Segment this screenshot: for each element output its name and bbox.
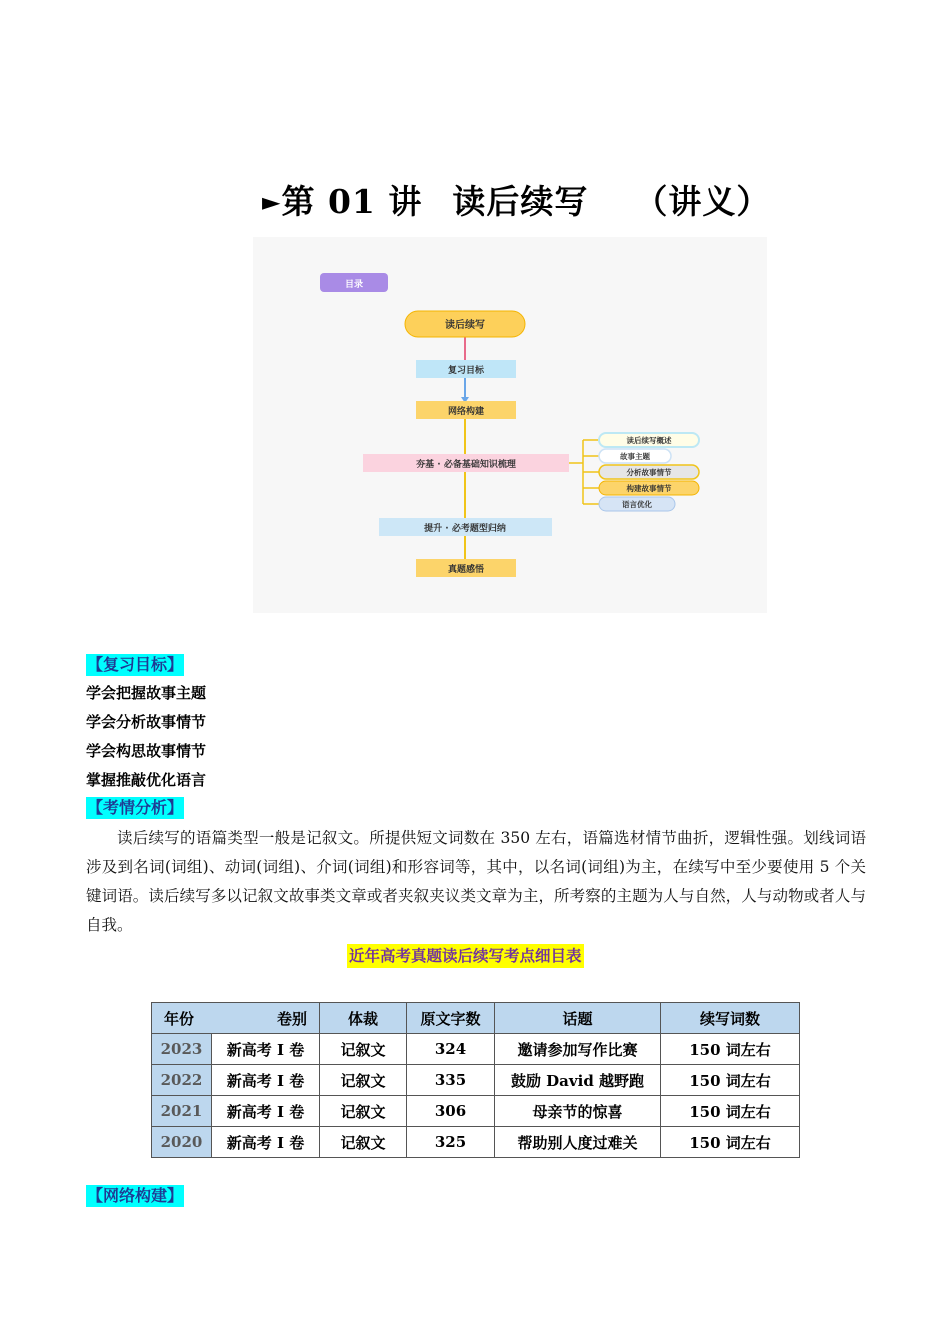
cell-continuation-words: 150 词左右 [661,1127,800,1158]
exam-analysis-paragraph: 读后续写的语篇类型一般是记叙文。所提供短文词数在 350 左右，语篇选材情节曲折，逻辑性强。划线词语涉及到名词(词组)、动词(词组)、介词(词组)和形容词等，其中，以名词(词组)为主，在续写中至少要使用 5 个关键词语。读后续写多以记叙文故事类文章或者夹叙夹议类文章为主，所考察的主题为人与自然，人与动物或者人与自我。 [86,829,866,934]
cell-topic: 鼓励 David 越野跑 [495,1065,661,1096]
svg-text:复习目标: 复习目标 [447,366,485,376]
cell-year: 2022 [152,1065,212,1096]
mindmap-figure [253,237,767,613]
table-row [152,1065,800,1096]
svg-text:分析故事情节: 分析故事情节 [626,468,672,477]
cell-volume: 新高考 I 卷 [212,1127,320,1158]
svg-text:提升 · 必考题型归纳: 提升 · 必考题型归纳 [424,524,506,534]
cell-topic: 帮助别人度过难关 [495,1127,661,1158]
cell-topic: 母亲节的惊喜 [495,1096,661,1127]
cell-volume: 新高考 I 卷 [212,1096,320,1127]
header-topic: 话题 [495,1003,661,1034]
cell-word-count: 306 [407,1096,495,1127]
cell-continuation-words: 150 词左右 [661,1034,800,1065]
goal-item: 学会分析故事情节 [86,713,207,731]
cell-year: 2020 [152,1127,212,1158]
goal-item: 学会构思故事情节 [86,742,207,760]
svg-text:网络构建: 网络构建 [447,407,485,417]
cell-year: 2021 [152,1096,212,1127]
table-caption: 近年高考真题读后续写考点细目表 [347,944,584,968]
cell-word-count: 335 [407,1065,495,1096]
review-goals-heading: 【复习目标】 [87,655,184,674]
svg-text:读后续写概述: 读后续写概述 [626,436,672,445]
cell-volume: 新高考 I 卷 [212,1065,320,1096]
table-row [152,1127,800,1158]
header-year-volume [152,1003,320,1034]
cell-word-count: 325 [407,1127,495,1158]
lecture-number: 第 01 讲 [281,182,423,221]
goal-item: 学会把握故事主题 [86,684,207,702]
table-row [152,1096,800,1127]
cell-continuation-words: 150 词左右 [661,1096,800,1127]
cell-year: 2023 [152,1034,212,1065]
svg-text:夯基 · 必备基础知识梳理: 夯基 · 必备基础知识梳理 [416,460,516,470]
triangle-bullet-icon: ► [262,187,282,216]
exam-points-table [151,1002,800,1158]
cell-topic: 邀请参加写作比赛 [495,1034,661,1065]
cell-volume: 新高考 I 卷 [212,1034,320,1065]
svg-text:故事主题: 故事主题 [620,452,650,461]
header-year: 年份 [164,1009,195,1028]
header-genre: 体裁 [320,1003,407,1034]
network-heading: 【网络构建】 [87,1186,184,1205]
table-row [152,1034,800,1065]
toc-label: 目录 [344,280,364,290]
cell-genre: 记叙文 [320,1096,407,1127]
exam-analysis-heading: 【考情分析】 [87,798,184,817]
cell-genre: 记叙文 [320,1127,407,1158]
cell-genre: 记叙文 [320,1065,407,1096]
mindmap-root-label: 读后续写 [445,320,485,331]
header-volume: 卷别 [276,1009,307,1028]
svg-text:语言优化: 语言优化 [622,500,652,509]
svg-text:构建故事情节: 构建故事情节 [626,484,672,493]
svg-text:真题感悟: 真题感悟 [447,565,485,575]
lecture-kind: （讲义） [634,182,771,221]
goal-item: 掌握推敲优化语言 [86,771,207,789]
cell-word-count: 324 [407,1034,495,1065]
cell-genre: 记叙文 [320,1034,407,1065]
header-word-count: 原文字数 [407,1003,495,1034]
cell-continuation-words: 150 词左右 [661,1065,800,1096]
header-continuation-words: 续写词数 [661,1003,800,1034]
page-title [262,176,782,220]
lecture-subject: 读后续写 [452,182,589,221]
table-header-row [152,1003,800,1034]
